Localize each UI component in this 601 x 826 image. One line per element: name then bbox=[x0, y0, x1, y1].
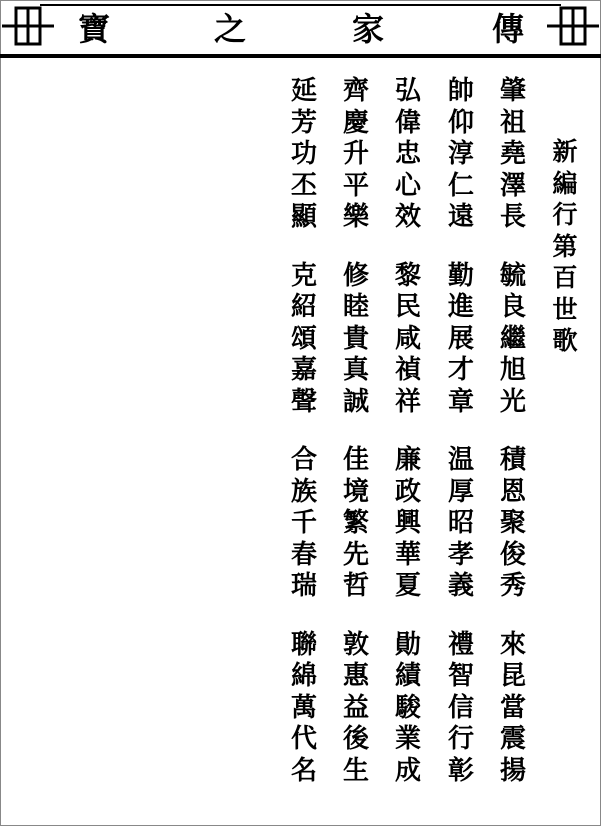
poem-line bbox=[446, 630, 476, 788]
poem-char: 禎 bbox=[394, 355, 421, 385]
poem-char: 睦 bbox=[342, 292, 369, 322]
poem-char: 惠 bbox=[342, 661, 369, 691]
poem-char: 紹 bbox=[290, 292, 317, 322]
poem-char: 温 bbox=[447, 445, 474, 475]
banner-char-2: 家 bbox=[352, 10, 385, 48]
banner-char-3: 之 bbox=[214, 10, 247, 48]
poem-char: 黎 bbox=[394, 260, 421, 291]
poem-char: 生 bbox=[342, 755, 369, 786]
poem-char: 肇 bbox=[499, 76, 526, 106]
poem-char: 後 bbox=[342, 724, 369, 754]
poem-line bbox=[341, 630, 371, 788]
poem-line bbox=[289, 445, 319, 603]
poem-char: 合 bbox=[290, 445, 317, 475]
poem-char: 誠 bbox=[342, 386, 369, 417]
poem-char: 繼 bbox=[499, 323, 526, 354]
poem-char: 禮 bbox=[447, 629, 474, 660]
poem-char: 夏 bbox=[394, 571, 421, 601]
poem-column-3 bbox=[393, 76, 423, 787]
poem-char: 勛 bbox=[394, 629, 421, 660]
poem-char: 堯 bbox=[499, 139, 526, 169]
poem-char: 章 bbox=[447, 386, 474, 417]
poem-char: 良 bbox=[499, 292, 526, 322]
poem-column-2 bbox=[446, 76, 476, 787]
poem-char: 平 bbox=[342, 170, 369, 201]
poem-char: 長 bbox=[499, 202, 526, 232]
poem-char: 慶 bbox=[342, 107, 369, 138]
banner-top-line bbox=[40, 4, 561, 6]
poem-char: 族 bbox=[290, 476, 317, 507]
poem-char: 績 bbox=[394, 661, 421, 691]
poem-char: 勤 bbox=[447, 260, 474, 291]
header-banner bbox=[0, 0, 601, 58]
poem-char: 春 bbox=[290, 539, 317, 570]
poem-char: 祥 bbox=[394, 386, 421, 417]
title-char: 行 bbox=[552, 200, 578, 229]
poem-char: 千 bbox=[290, 508, 317, 538]
poem-char: 瑞 bbox=[290, 571, 317, 601]
poem-char: 民 bbox=[394, 292, 421, 322]
poem-char: 彰 bbox=[447, 755, 474, 786]
poem-char: 心 bbox=[394, 170, 421, 201]
poem-char: 樂 bbox=[342, 202, 369, 232]
title-char: 第 bbox=[552, 231, 578, 261]
poem-line bbox=[393, 261, 423, 419]
poem-line bbox=[446, 445, 476, 603]
poem-char: 昭 bbox=[447, 508, 474, 538]
title-char: 歌 bbox=[552, 326, 578, 355]
poem-char: 顯 bbox=[290, 202, 317, 232]
poem-char: 聯 bbox=[290, 629, 317, 660]
poem-char: 繁 bbox=[342, 508, 369, 538]
poem-line bbox=[446, 261, 476, 419]
poem-char: 功 bbox=[290, 139, 317, 169]
poem-char: 弘 bbox=[394, 76, 421, 106]
poem-char: 昆 bbox=[499, 661, 526, 691]
poem-char: 政 bbox=[394, 476, 421, 507]
poem-char: 名 bbox=[290, 755, 317, 786]
poem-line bbox=[393, 76, 423, 234]
poem-line bbox=[289, 76, 319, 234]
poem-char: 敦 bbox=[342, 629, 369, 660]
poem-line bbox=[498, 76, 528, 234]
poem-char: 義 bbox=[447, 571, 474, 601]
poem-char: 克 bbox=[290, 260, 317, 291]
poem-char: 頌 bbox=[290, 323, 317, 354]
poem-char: 仁 bbox=[447, 170, 474, 201]
poem-char: 俊 bbox=[499, 539, 526, 570]
poem-char: 偉 bbox=[394, 107, 421, 138]
poem-column-5 bbox=[289, 76, 319, 787]
poem-char: 齊 bbox=[342, 76, 369, 106]
poem-char: 智 bbox=[447, 661, 474, 691]
poem-char: 先 bbox=[342, 539, 369, 570]
poem-char: 益 bbox=[342, 692, 369, 723]
banner-char-1: 傳 bbox=[492, 10, 525, 48]
poem-column-4 bbox=[341, 76, 371, 787]
poem-char: 代 bbox=[290, 724, 317, 754]
poem-line bbox=[393, 630, 423, 788]
poem-char: 成 bbox=[394, 755, 421, 786]
poem-char: 仰 bbox=[447, 107, 474, 138]
poem-char: 興 bbox=[394, 508, 421, 538]
poem-char: 效 bbox=[394, 202, 421, 232]
poem-char: 嘉 bbox=[290, 355, 317, 385]
poem-line bbox=[341, 445, 371, 603]
poem-char: 佳 bbox=[342, 445, 369, 475]
poem-line bbox=[498, 630, 528, 788]
poem-char: 業 bbox=[394, 724, 421, 754]
poem-char: 忠 bbox=[394, 139, 421, 169]
poem-line bbox=[341, 76, 371, 234]
banner-bottom-bar bbox=[0, 54, 601, 58]
poem-char: 光 bbox=[499, 386, 526, 417]
poem-line bbox=[498, 445, 528, 603]
poem-char: 秀 bbox=[499, 571, 526, 601]
poem-char: 哲 bbox=[342, 571, 369, 601]
poem-char: 修 bbox=[342, 260, 369, 291]
poem-char: 廉 bbox=[394, 445, 421, 475]
poem-line bbox=[289, 630, 319, 788]
poem-char: 聚 bbox=[499, 508, 526, 538]
poem-char: 來 bbox=[499, 629, 526, 660]
poem-char: 展 bbox=[447, 323, 474, 354]
fret-ornament-left-icon bbox=[2, 4, 54, 52]
poem-char: 震 bbox=[499, 724, 526, 754]
poem-char: 才 bbox=[447, 355, 474, 385]
poem-char: 華 bbox=[394, 539, 421, 570]
poem-char: 升 bbox=[342, 139, 369, 169]
poem-char: 揚 bbox=[499, 755, 526, 786]
poem-char: 萬 bbox=[290, 692, 317, 723]
poem-line bbox=[393, 445, 423, 603]
poem-char: 孝 bbox=[447, 539, 474, 570]
poem-char: 信 bbox=[447, 692, 474, 723]
poem-line bbox=[498, 261, 528, 419]
poem-char: 延 bbox=[290, 76, 317, 106]
poem-char: 境 bbox=[342, 476, 369, 507]
poem-char: 淳 bbox=[447, 139, 474, 169]
poem-char: 帥 bbox=[447, 76, 474, 106]
poem-char: 進 bbox=[447, 292, 474, 322]
poem-char: 恩 bbox=[499, 476, 526, 507]
poem-line bbox=[289, 261, 319, 419]
poem-char: 毓 bbox=[499, 260, 526, 291]
poem-char: 駿 bbox=[394, 692, 421, 723]
fret-ornament-right-icon bbox=[547, 4, 599, 52]
poem-char: 厚 bbox=[447, 476, 474, 507]
poem-char: 綿 bbox=[290, 661, 317, 691]
poem-char: 旭 bbox=[499, 355, 526, 385]
poem-char: 真 bbox=[342, 355, 369, 385]
poem-char: 祖 bbox=[499, 107, 526, 138]
poem-char: 丕 bbox=[290, 170, 317, 201]
banner-char-4: 寶 bbox=[78, 10, 111, 48]
poem-char: 行 bbox=[447, 724, 474, 754]
poem-char: 聲 bbox=[290, 386, 317, 417]
poem-column-1 bbox=[498, 76, 528, 787]
poem-char: 芳 bbox=[290, 107, 317, 138]
poem-line bbox=[446, 76, 476, 234]
poem-char: 當 bbox=[499, 692, 526, 723]
title-char: 世 bbox=[552, 294, 578, 324]
poem-title-column bbox=[550, 136, 580, 357]
title-char: 編 bbox=[552, 168, 578, 198]
poem-char: 遠 bbox=[447, 202, 474, 232]
title-char: 新 bbox=[552, 137, 578, 166]
title-char: 百 bbox=[552, 263, 578, 292]
poem-line bbox=[341, 261, 371, 419]
poem-char: 積 bbox=[499, 445, 526, 475]
poem-char: 貴 bbox=[342, 323, 369, 354]
poem-char: 咸 bbox=[394, 323, 421, 354]
poem-char: 澤 bbox=[499, 170, 526, 201]
